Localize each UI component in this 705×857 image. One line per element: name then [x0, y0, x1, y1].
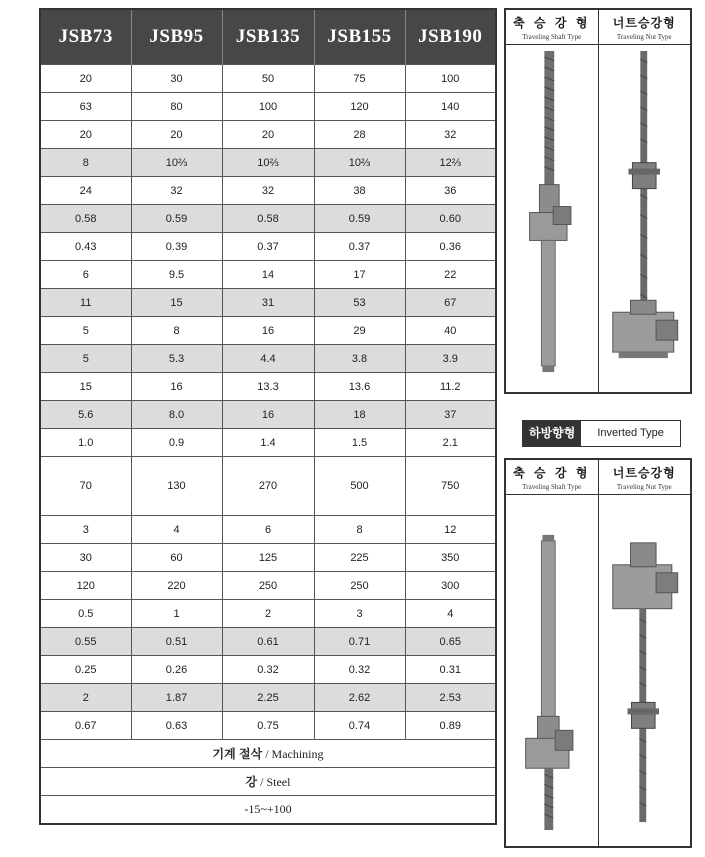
table-cell: 0.67: [40, 712, 131, 740]
table-cell: 15: [131, 289, 222, 317]
model-header: JSB135: [222, 9, 314, 65]
table-row: [40, 628, 496, 656]
table-cell: 0.55: [40, 628, 131, 656]
table-cell: 1.87: [131, 684, 222, 712]
table-cell: 125: [222, 544, 314, 572]
traveling-shaft-column: [506, 10, 598, 392]
table-cell: 14: [222, 261, 314, 289]
table-cell: 24: [40, 177, 131, 205]
table-cell: 5: [40, 345, 131, 373]
table-cell: 3: [314, 600, 405, 628]
header-row: [40, 9, 496, 65]
table-cell: 15: [40, 373, 131, 401]
table-cell: 63: [40, 93, 131, 121]
inverted-shaft-column: [506, 460, 598, 846]
steel-cell: [40, 768, 496, 796]
table-cell: 0.32: [314, 656, 405, 684]
steel-en: / Steel: [257, 775, 291, 789]
table-cell: 2.62: [314, 684, 405, 712]
table-cell: 0.31: [405, 656, 496, 684]
table-cell: 0.5: [40, 600, 131, 628]
table-cell: 0.37: [314, 233, 405, 261]
table-cell: 1: [131, 600, 222, 628]
table-cell: 300: [405, 572, 496, 600]
table-row: [40, 544, 496, 572]
table-cell: 31: [222, 289, 314, 317]
table-cell: 11: [40, 289, 131, 317]
table-cell: 0.59: [131, 205, 222, 233]
table-row: [40, 712, 496, 740]
shaft-type-ko: 축 승 강 형: [513, 15, 591, 30]
table-cell: 16: [222, 317, 314, 345]
nut-type-ko: 너트승강형: [612, 465, 676, 480]
table-cell: 75: [314, 65, 405, 93]
table-cell: 70: [40, 457, 131, 516]
table-cell: 20: [40, 65, 131, 93]
table-row: [40, 177, 496, 205]
table-cell: 8: [314, 516, 405, 544]
table-cell: 30: [40, 544, 131, 572]
table-cell: 130: [131, 457, 222, 516]
traveling-shaft-jack-image: [506, 45, 598, 392]
table-cell: 120: [314, 93, 405, 121]
table-cell: 80: [131, 93, 222, 121]
model-header: JSB95: [131, 9, 222, 65]
table-cell: 0.9: [131, 429, 222, 457]
temperature-cell: -15~+100: [40, 796, 496, 825]
table-cell: 12: [405, 516, 496, 544]
traveling-nut-jack-image: [599, 45, 691, 392]
model-header: JSB73: [40, 9, 131, 65]
table-cell: 3.8: [314, 345, 405, 373]
table-cell: 500: [314, 457, 405, 516]
table-cell: 32: [222, 177, 314, 205]
table-cell: 2: [40, 684, 131, 712]
table-cell: 20: [131, 121, 222, 149]
table-row: [40, 289, 496, 317]
machining-cell: [40, 740, 496, 768]
table-cell: 250: [222, 572, 314, 600]
table-cell: 4: [131, 516, 222, 544]
table-cell: 17: [314, 261, 405, 289]
table-cell: 4: [405, 600, 496, 628]
table-row: [40, 233, 496, 261]
table-cell: 100: [222, 93, 314, 121]
table-cell: 750: [405, 457, 496, 516]
table-cell: 8: [40, 149, 131, 177]
table-row: [40, 457, 496, 516]
table-cell: 0.60: [405, 205, 496, 233]
table-row: [40, 516, 496, 544]
table-cell: 67: [405, 289, 496, 317]
table-cell: 0.89: [405, 712, 496, 740]
column-header: [599, 10, 691, 45]
table-cell: 18: [314, 401, 405, 429]
column-header: [599, 460, 691, 495]
table-cell: 1.4: [222, 429, 314, 457]
table-cell: 30: [131, 65, 222, 93]
table-cell: 20: [222, 121, 314, 149]
table-cell: 4.4: [222, 345, 314, 373]
table-cell: 0.25: [40, 656, 131, 684]
shaft-type-en: Traveling Shaft Type: [522, 32, 582, 41]
table-cell: 3.9: [405, 345, 496, 373]
table-cell: 0.39: [131, 233, 222, 261]
table-cell: 11.2: [405, 373, 496, 401]
table-cell: 1.0: [40, 429, 131, 457]
inverted-type-en: Inverted Type: [597, 427, 664, 439]
table-cell: 0.63: [131, 712, 222, 740]
table-cell: 6: [40, 261, 131, 289]
table-cell: 5.6: [40, 401, 131, 429]
table-cell: 32: [405, 121, 496, 149]
table-cell: 5: [40, 317, 131, 345]
table-row: [40, 684, 496, 712]
table-cell: 120: [40, 572, 131, 600]
table-cell: 350: [405, 544, 496, 572]
inverted-type-panel: [504, 458, 692, 848]
material-row: [40, 740, 496, 768]
table-cell: 36: [405, 177, 496, 205]
table-cell: 10⅔: [131, 149, 222, 177]
shaft-type-ko: 축 승 강 형: [513, 465, 591, 480]
nut-type-ko: 너트승강형: [612, 15, 676, 30]
nut-type-en: Traveling Nut Type: [616, 32, 672, 41]
table-cell: 2.25: [222, 684, 314, 712]
table-row: [40, 572, 496, 600]
table-cell: 29: [314, 317, 405, 345]
table-cell: 0.51: [131, 628, 222, 656]
table-cell: 13.3: [222, 373, 314, 401]
table-row: [40, 93, 496, 121]
table-cell: 10⅔: [222, 149, 314, 177]
table-cell: 0.75: [222, 712, 314, 740]
table-cell: 1.5: [314, 429, 405, 457]
table-cell: 12⅔: [405, 149, 496, 177]
table-cell: 0.58: [40, 205, 131, 233]
table-cell: 0.59: [314, 205, 405, 233]
table-cell: 0.43: [40, 233, 131, 261]
steel-ko: 강: [245, 775, 258, 789]
table-cell: 270: [222, 457, 314, 516]
table-cell: 0.36: [405, 233, 496, 261]
table-cell: 22: [405, 261, 496, 289]
inverted-nut-jack-image: [599, 495, 691, 846]
upright-type-panel: [504, 8, 692, 394]
table-cell: 40: [405, 317, 496, 345]
column-header: [506, 10, 598, 45]
table-cell: 8: [131, 317, 222, 345]
table-row: [40, 205, 496, 233]
table-row: [40, 345, 496, 373]
table-cell: 0.61: [222, 628, 314, 656]
model-header: JSB155: [314, 9, 405, 65]
table-cell: 0.71: [314, 628, 405, 656]
table-row: [40, 149, 496, 177]
table-cell: 16: [131, 373, 222, 401]
traveling-nut-column: [598, 10, 691, 392]
table-cell: 140: [405, 93, 496, 121]
shaft-type-en: Traveling Shaft Type: [522, 482, 582, 491]
table-row: [40, 373, 496, 401]
table-cell: 5.3: [131, 345, 222, 373]
temperature-row: [40, 796, 496, 825]
table-cell: 0.74: [314, 712, 405, 740]
table-cell: 0.58: [222, 205, 314, 233]
table-row: [40, 65, 496, 93]
table-cell: 50: [222, 65, 314, 93]
table-row: [40, 600, 496, 628]
table-cell: 2.1: [405, 429, 496, 457]
table-cell: 32: [131, 177, 222, 205]
table-row: [40, 656, 496, 684]
table-cell: 13.6: [314, 373, 405, 401]
spec-table: [39, 8, 497, 825]
inverted-type-ko: 하방향형: [523, 421, 581, 446]
inverted-shaft-jack-image: [506, 495, 598, 846]
table-cell: 0.32: [222, 656, 314, 684]
table-cell: 100: [405, 65, 496, 93]
table-cell: 220: [131, 572, 222, 600]
table-cell: 2.53: [405, 684, 496, 712]
table-cell: 9.5: [131, 261, 222, 289]
table-cell: 0.37: [222, 233, 314, 261]
table-cell: 2: [222, 600, 314, 628]
table-cell: 20: [40, 121, 131, 149]
table-cell: 60: [131, 544, 222, 572]
table-row: [40, 317, 496, 345]
nut-type-en: Traveling Nut Type: [616, 482, 672, 491]
table-cell: 10⅔: [314, 149, 405, 177]
table-cell: 6: [222, 516, 314, 544]
material-row: [40, 768, 496, 796]
table-cell: 16: [222, 401, 314, 429]
table-cell: 0.26: [131, 656, 222, 684]
column-header: [506, 460, 598, 495]
inverted-nut-column: [598, 460, 691, 846]
table-cell: 3: [40, 516, 131, 544]
table-cell: 28: [314, 121, 405, 149]
table-cell: 225: [314, 544, 405, 572]
table-row: [40, 429, 496, 457]
table-cell: 0.65: [405, 628, 496, 656]
table-cell: 53: [314, 289, 405, 317]
table-cell: 8.0: [131, 401, 222, 429]
inverted-type-label: [522, 420, 681, 447]
model-header: JSB190: [405, 9, 496, 65]
table-cell: 37: [405, 401, 496, 429]
table-cell: 250: [314, 572, 405, 600]
table-row: [40, 261, 496, 289]
machining-ko: 기계 절삭: [212, 747, 263, 761]
table-row: [40, 121, 496, 149]
machining-en: / Machining: [262, 747, 324, 761]
table-row: [40, 401, 496, 429]
table-cell: 38: [314, 177, 405, 205]
